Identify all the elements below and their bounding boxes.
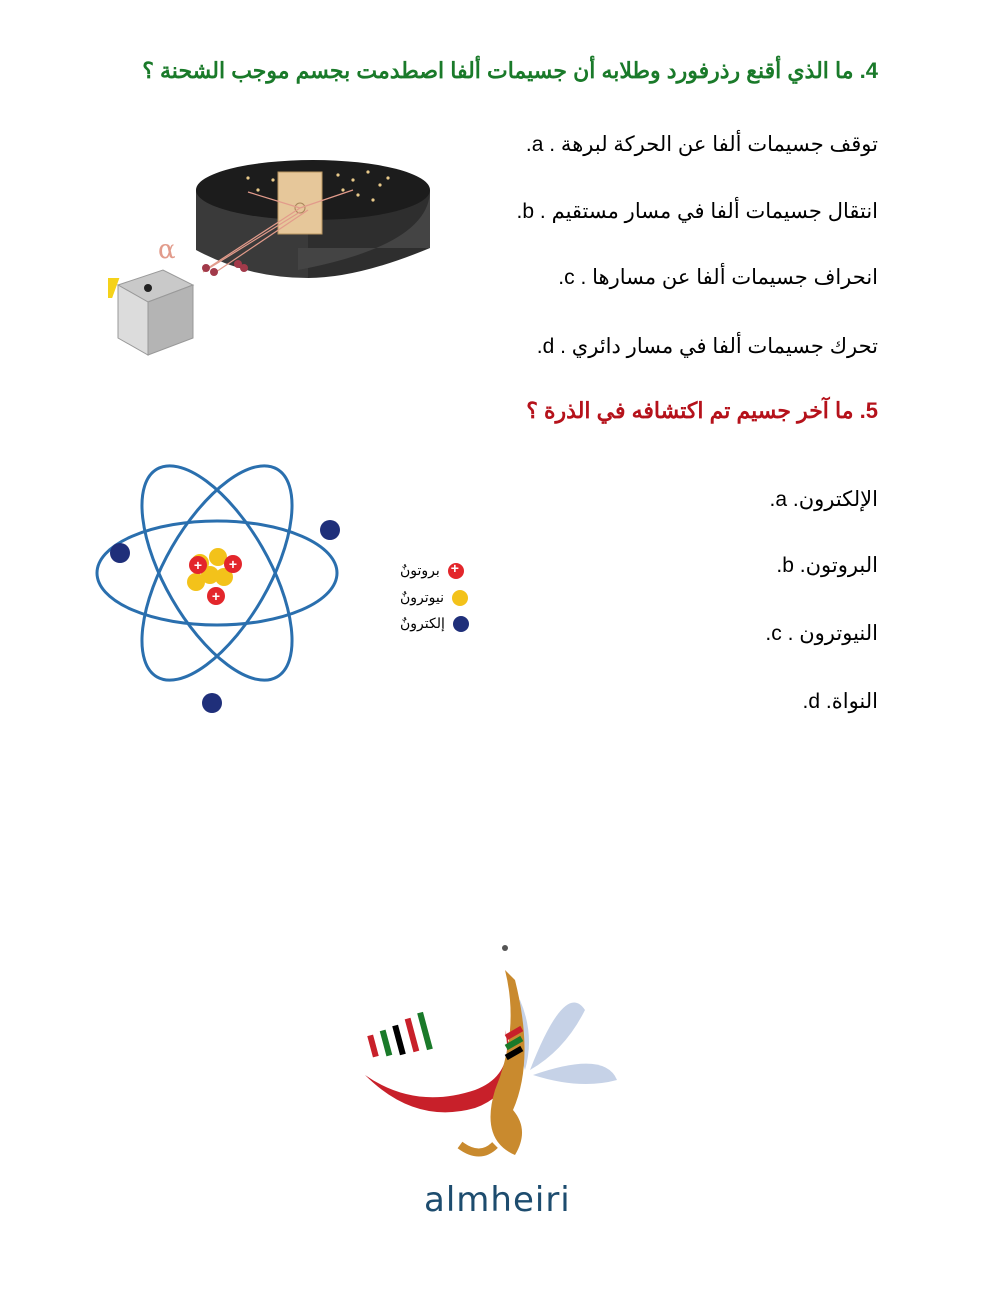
logo-wordmark: almheiri bbox=[424, 1180, 571, 1220]
option-text: النواة. bbox=[825, 690, 878, 713]
almheiri-logo bbox=[355, 940, 635, 1170]
option-text: الإلكترون. bbox=[792, 488, 878, 511]
neutron-icon bbox=[452, 590, 468, 606]
q4-option-d[interactable] bbox=[537, 334, 878, 359]
legend-label: بروتونٌ bbox=[400, 562, 440, 578]
option-letter: b. bbox=[516, 200, 535, 223]
svg-text:+: + bbox=[211, 588, 221, 604]
electron bbox=[202, 693, 222, 713]
option-letter: c. bbox=[558, 266, 575, 289]
option-text: توقف جسيمات ألفا عن الحركة لبرهة . bbox=[549, 133, 878, 156]
legend-proton bbox=[400, 562, 464, 579]
svg-text:+: + bbox=[228, 556, 238, 572]
option-text: انتقال جسيمات ألفا في مسار مستقيم . bbox=[539, 200, 878, 223]
nucleus bbox=[187, 548, 242, 605]
legend-electron bbox=[400, 615, 469, 632]
rutherford-experiment-figure bbox=[108, 150, 448, 360]
legend-neutron bbox=[400, 589, 468, 606]
legend-label: نيوترونٌ bbox=[400, 589, 445, 605]
option-letter: d. bbox=[536, 335, 555, 358]
option-letter: a. bbox=[769, 488, 788, 511]
option-letter: c. bbox=[765, 622, 782, 645]
electron bbox=[320, 520, 340, 540]
option-text: انحراف جسيمات ألفا عن مسارها . bbox=[580, 266, 878, 289]
option-text: تحرك جسيمات ألفا في مسار دائري . bbox=[560, 335, 878, 358]
option-letter: b. bbox=[776, 554, 794, 577]
question-5-title: 5. ما آخر جسيم تم اكتشافه في الذرة ؟ bbox=[526, 398, 878, 423]
proton-icon: + bbox=[448, 563, 464, 579]
q4-option-c[interactable] bbox=[558, 265, 878, 290]
q4-option-b[interactable] bbox=[517, 199, 878, 224]
option-text: البروتون. bbox=[799, 554, 878, 577]
q4-option-a[interactable] bbox=[526, 132, 878, 157]
electron bbox=[110, 543, 130, 563]
q5-option-b[interactable] bbox=[776, 553, 878, 578]
question-4-title: 4. ما الذي أقنع رذرفورد وطلابه أن جسيمات ألفا اصطدمت بجسم موجب الشحنة ؟ bbox=[142, 58, 878, 83]
q5-option-c[interactable] bbox=[765, 621, 878, 646]
legend-label: إلكترونٌ bbox=[400, 615, 445, 631]
q5-option-d[interactable] bbox=[803, 689, 878, 714]
q5-option-a[interactable] bbox=[769, 487, 878, 512]
alpha-label: α bbox=[158, 235, 176, 265]
option-text: النيوترون . bbox=[787, 622, 878, 645]
electron-icon bbox=[453, 616, 469, 632]
option-letter: d. bbox=[802, 690, 821, 713]
option-letter: a. bbox=[525, 133, 544, 156]
svg-text:+: + bbox=[193, 557, 203, 573]
atom-figure bbox=[90, 435, 360, 725]
